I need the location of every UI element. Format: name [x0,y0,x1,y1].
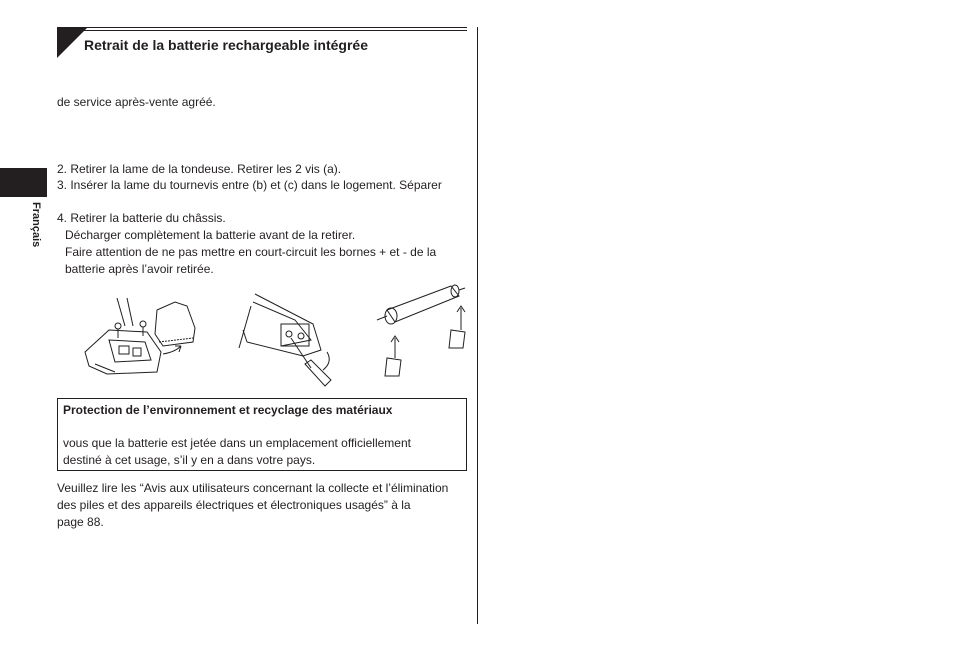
language-tab-label: Français [30,202,42,248]
arrow-up-icon [457,306,465,330]
environment-line-2: destiné à cet usage, s’il y en a dans votre pays. [63,453,316,467]
battery-removal-illustrations [75,280,475,392]
notice-line-1: Veuillez lire les “Avis aux utilisateurs concernant la collecte et l’élimination [57,481,449,495]
step-4: 4. Retirer la batterie du châssis. [57,211,226,225]
screw-icon [140,321,146,336]
blade-illustration [155,302,195,346]
column-divider [477,27,478,624]
language-tab [0,168,47,197]
arrow-icon [323,352,329,370]
intro-line: de service après-vente agréé. [57,95,216,109]
environment-line-1: vous que la batterie est jetée dans un emplacement officiellement [63,436,411,450]
arrow-up-icon [391,336,399,358]
hand-icon [385,358,401,376]
hand-icon [449,330,465,348]
screwdriver-icon [291,338,331,386]
step-2: 2. Retirer la lame de la tondeuse. Retirer les 2 vis (a). [57,162,342,176]
step-3: 3. Insérer la lame du tournevis entre (b) et (c) dans le logement. Séparer [57,178,442,192]
header-rule-bottom [82,30,467,31]
header-rule-top [82,27,467,28]
step-4-line-4: batterie après l’avoir retirée. [65,262,214,276]
battery-icon [377,285,465,324]
notice-line-3: page 88. [57,515,104,529]
environment-title: Protection de l’environnement et recyclage des matériaux [63,403,393,417]
notice-line-2: des piles et des appareils électriques et électroniques usagés” à la [57,498,411,512]
arrow-icon [163,346,181,354]
clipper-open-illustration [239,294,321,356]
step-4-line-2: Décharger complètement la batterie avant de la retirer. [65,228,356,242]
step-4-line-3: Faire attention de ne pas mettre en court-circuit les bornes + et - de la [65,245,437,259]
clipper-body-illustration [85,298,161,374]
section-title: Retrait de la batterie rechargeable intégrée [84,37,368,53]
